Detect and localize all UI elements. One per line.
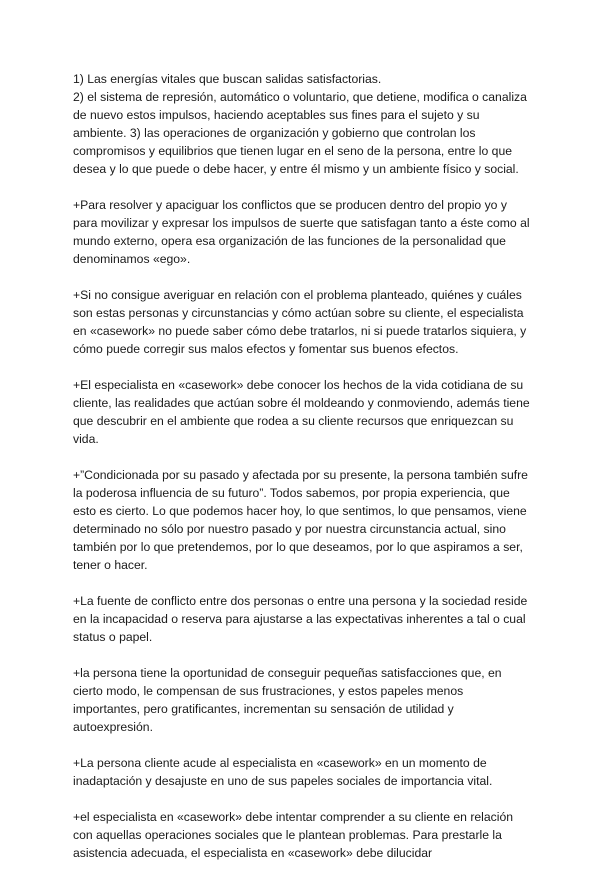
text-line: ambiente. 3) las operaciones de organización y gobierno que controlan los [73,126,476,140]
text-line: mundo externo, opera esa organización de las funciones de la personalidad que [73,234,506,248]
text-line: status o papel. [73,630,153,644]
text-line: esto es cierto. Lo que podemos hacer hoy, lo que sentimos, lo que pensamos, viene [73,504,527,518]
text-line: son estas personas y circunstancias y cómo actúan sobre su cliente, el especialista [73,306,524,320]
text-line: asistencia adecuada, el especialista en «casework» debe dilucidar [73,846,433,860]
paragraph [73,196,533,268]
text-line: compromisos y equilibrios que tienen lugar en el seno de la persona, entre lo que [73,144,513,158]
text-line: denominamos «ego». [73,252,191,266]
text-line: para movilizar y expresar los impulsos de suerte que satisfagan tanto a éste como al [73,216,530,230]
text-line: +La persona cliente acude al especialista en «casework» en un momento de [73,756,487,770]
text-line: +”Condicionada por su pasado y afectada por su presente, la persona también sufre [73,468,528,482]
text-line: +La fuente de conflicto entre dos personas o entre una persona y la sociedad reside [73,594,528,608]
text-line: 1) Las energías vitales que buscan salidas satisfactorias. [73,72,382,86]
paragraph [73,808,533,862]
text-line: +Para resolver y apaciguar los conflictos que se producen dentro del propio yo y [73,198,507,212]
text-line: cierto modo, le compensan de sus frustraciones, y estos papeles menos [73,684,464,698]
text-line: también por lo que pretendemos, por lo que deseamos, por lo que aspiramos a ser, [73,540,523,554]
paragraph [73,664,533,736]
text-line: en «casework» no puede saber cómo debe tratarlos, ni si puede tratarlos siquiera, y [73,324,527,338]
text-line: +el especialista en «casework» debe intentar comprender a su cliente en relación [73,810,514,824]
paragraph [73,70,533,178]
text-line: inadaptación y desajuste en uno de sus papeles sociales de importancia vital. [73,774,493,788]
text-line: la poderosa influencia de su futuro”. Todos sabemos, por propia experiencia, que [73,486,510,500]
text-line: importantes, pero gratificantes, incrementan su sensación de utilidad y [73,702,454,716]
text-line: de nuevo estos impulsos, haciendo aceptables sus fines para el sujeto y su [73,108,480,122]
text-line: con aquellas operaciones sociales que le plantean problemas. Para prestarle la [73,828,502,842]
text-line: cómo puede corregir sus malos efectos y fomentar sus buenos efectos. [73,342,459,356]
text-line: determinado no sólo por nuestro pasado y por nuestra circunstancia actual, sino [73,522,506,536]
document-body [73,70,533,880]
text-line: tener o hacer. [73,558,148,572]
paragraph [73,466,533,574]
text-line: vida. [73,432,99,446]
text-line: en la incapacidad o reserva para ajustarse a las expectativas inherentes a tal o cual [73,612,526,626]
text-line: +la persona tiene la oportunidad de conseguir pequeñas satisfacciones que, en [73,666,502,680]
text-line: +El especialista en «casework» debe conocer los hechos de la vida cotidiana de su [73,378,524,392]
paragraph [73,286,533,358]
paragraph [73,592,533,646]
text-line: desea y lo que puede o debe hacer, y entre él mismo y un ambiente físico y social. [73,162,519,176]
text-line: autoexpresión. [73,720,153,734]
text-line: 2) el sistema de represión, automático o voluntario, que detiene, modifica o canaliza [73,90,527,104]
text-line: cliente, las realidades que actúan sobre él moldeando y conmoviendo, además tiene [73,396,530,410]
text-line: que descubrir en el ambiente que rodea a su cliente recursos que enriquezcan su [73,414,514,428]
paragraph [73,376,533,448]
paragraph [73,754,533,790]
text-line: +Si no consigue averiguar en relación con el problema planteado, quiénes y cuáles [73,288,522,302]
